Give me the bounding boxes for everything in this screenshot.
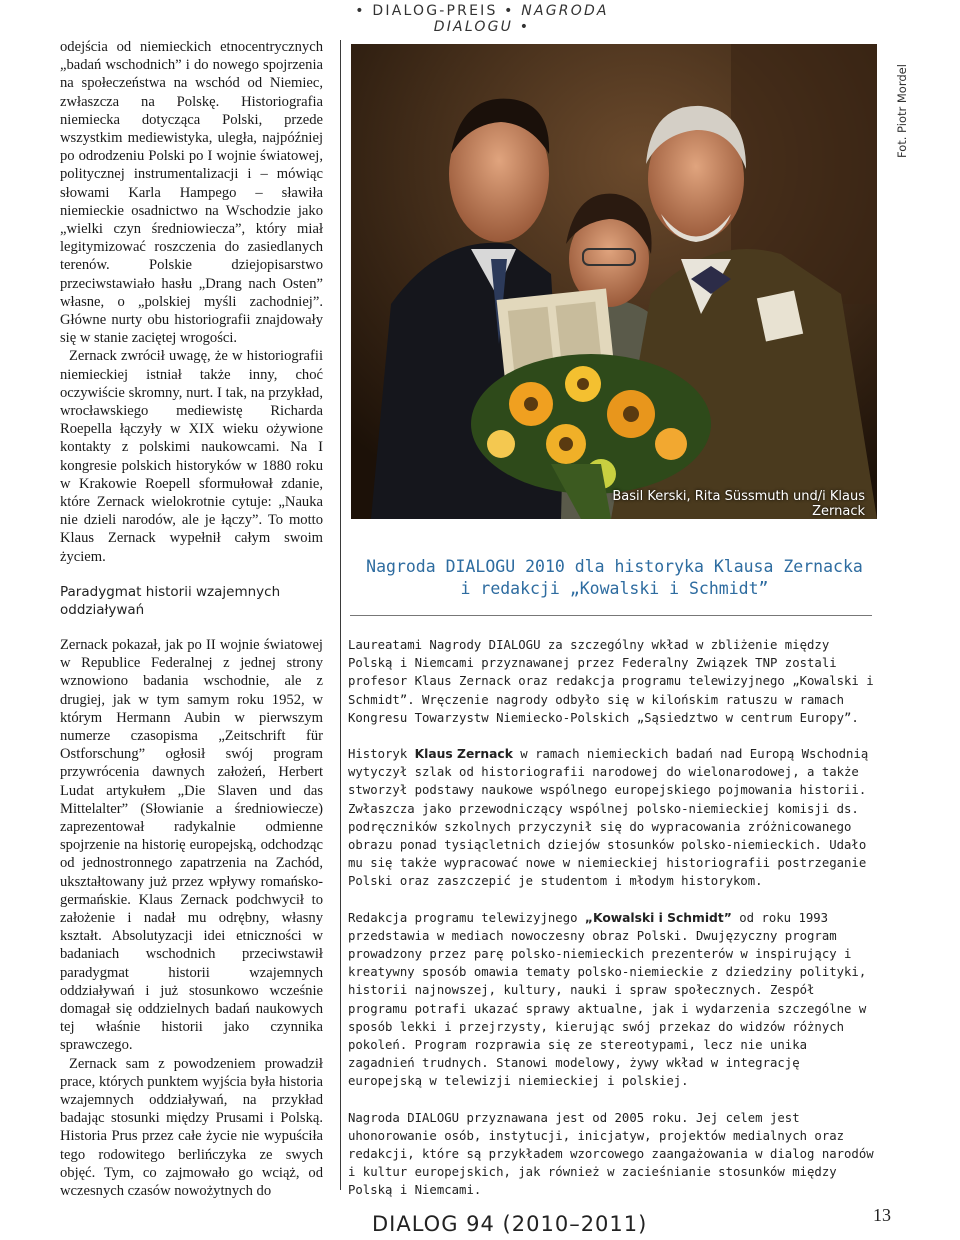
article-title xyxy=(352,556,877,600)
left-paragraph-3: Zernack pokazał, jak po II wojnie światowej w Republice Federalnej z jednej strony wznowiono badania wschodnie, ale z drugiej, jak w tym samym roku 1952, w którym Hermann Aubin w pierwszym numerze czasopisma „Zeitschrift für Ostforschung” ogłosił swój program przywrócenia dawnych założeń, Herbert Ludat artykułem „Die Slaven und das Mittelalter” (Słowianie a średniowiecze) zaprezentował radykalnie odmienne spojrzenie na historię europejską, odchodząc od jednostronnego zapatrzenia na Zachód, ukształtowany już przez wpływy romańsko-germańskie. Klaus Zernack podchwycił to założenie i nadał mu odrębny, własny kształt. Absolutyzacji idei etniczności w badaniach wschodnich przeciwstawił paradygmat historii wzajemnych oddziaływań i już stosunkowo wcześnie domagał się oddzielnych badań naukowych tej właśnie historii jako czynnika sprawczego. xyxy=(60,637,323,1054)
running-header: • DIALOG-PREIS • NAGRODA DIALOGU • xyxy=(355,3,609,35)
left-column-top xyxy=(60,38,323,566)
left-column-bottom xyxy=(60,636,323,1200)
left-paragraph-1: odejścia od niemieckich etnocentrycznych „badań wschodnich” i do nowego spojrzenia na społeczeństwa na wschód od Niemiec, zwłaszcza na Polskę. Historiografia niemiecka dotycząca Polski, przede wszystkim mediewistyka, uległa, najpóźniej po odrodzeniu Polski po I wojnie światowej, politycznej instrumentalizacji i – mówiąc słowami Karla Hampego – sławiła niemieckie osadnictwo na Wschodzie jako „wielki czyn średniowiecza”, który miał legitymizować roszczenia do zasiedlanych terenów. Polskie dziejopisarstwo przeciwstawiało hasłu „Drang nach Osten” własne, o „polskiej myśli zachodniej”. Główne nurty obu historiografii znajdowały się w stanie zaciętej wrogości. xyxy=(60,39,323,347)
photo-caption: Basil Kerski, Rita Süssmuth und/i Klaus Zernack xyxy=(612,489,865,519)
article-paragraph-1: Laureatami Nagrody DIALOGU za szczególny wkład w zbliżenie między Polską i Niemcami przyznawanej przez Federalny Związek TNP zostali profesor Klaus Zernack oraz redakcja programu telewizyjnego „Kowalski i Schmidt”. Wręczenie nagrody odbyło się w kilońskim ratuszu w ramach Kongresu Towarzystw Niemiecko-Polskich „Sąsiedztwo w centrum Europy”. xyxy=(348,638,874,725)
article-title-line-1: Nagroda DIALOGU 2010 dla historyka Klausa Zernacka xyxy=(366,557,863,576)
award-photo xyxy=(351,44,877,519)
left-paragraph-4: Zernack sam z powodzeniem prowadził prace, których punktem wyjścia była historia wzajemnych oddziaływań, na przykład badając stosunki między Prusami i Polską. Historia Prus przez całe życie nie wypuściła tego rodowitego berlińczyka ze swych objęć. Tym, co zajmowało go wciąż, od wczesnych czasów nowożytnych do xyxy=(60,1055,323,1200)
page-number: 13 xyxy=(873,1205,891,1225)
article-paragraph-2: Historyk Klaus Zernack w ramach niemieckich badań nad Europą Wschodnią wytyczył szlak od historiografii narodowej do wielonarodowej, a także stworzył podstawy naukowe wspólnego europejskiego pojmowania historii. Zwłaszcza jako przewodniczący wspólnej polsko-niemieckiej komisji ds. podręczników szkolnych przyczynił się do wypracowania zróżnicowanego obrazu ponad tysiącletnich dziejów stosunków polsko-niemieckich. Udało mu się także wypracować nowe w niemieckiej historiografii postrzeganie Polski oraz zaszczepić je studentom i młodym historykom. xyxy=(348,747,869,889)
photo-credit: Fot. Piotr Mordel xyxy=(895,64,909,158)
article-paragraph-4: Nagroda DIALOGU przyznawana jest od 2005 roku. Jej celem jest uhonorowanie osób, instytucji, inicjatyw, projektów medialnych oraz redakcji, które są przykładem wzorcowego zaangażowania w dialog narodów i kultur europejskich, jak również w zacieśnianie stosunków między Polską i Niemcami. xyxy=(348,1110,874,1198)
left-paragraph-2: Zernack zwrócił uwagę, że w historiografii niemieckiej istniał także inny, choć oczywiście skromny, nurt. I tak, na przykład, wrocławskiego mediewistę Richarda Roepella łączyły w XIX wieku ożywione kontakty z polskimi naukowcami. Na I kongresie polskich historyków w 1880 roku w Krakowie Roepell sformułował zdanie, które Zernack wielokrotnie cytuje: „Nauka nie dzieli narodów, ale je łączy”. To motto Klaus Zernack wypełnił całym swoim życiem. xyxy=(60,348,323,565)
magazine-footer: DIALOG 94 (2010–2011) xyxy=(372,1212,648,1236)
article-paragraph-3: Redakcja programu telewizyjnego „Kowalski i Schmidt” od roku 1993 przedstawia w mediach nowoczesny obraz Polski. Dwujęzyczny program prowadzony przez parę polsko-niemieckich prezenterów w inspirujący i kreatywny sposób omawia tematy polsko-niemieckie z dziedziny polityki, historii najnowszej, kultury, nauki i spraw społecznych. Zespół programu potrafi ukazać sprawy aktualne, jak i wydarzenia szczególne w sposób lekki i przejrzysty, kierując swój przekaz do widzów różnych pokoleń. Program rozprawia się ze stereotypami, lecz nie unika zagadnień trudnych. Stanowi modelowy, żywy wkład w integrację europejską w telewizji niemieckiej i polskiej. xyxy=(348,910,867,1089)
section-subheading: Paradygmat historii wzajemnych oddziaływań xyxy=(60,584,281,618)
title-rule xyxy=(350,615,872,616)
article-body xyxy=(348,636,878,1218)
column-divider xyxy=(340,40,341,1190)
article-title-line-2: i redakcji „Kowalski i Schmidt” xyxy=(460,579,769,598)
